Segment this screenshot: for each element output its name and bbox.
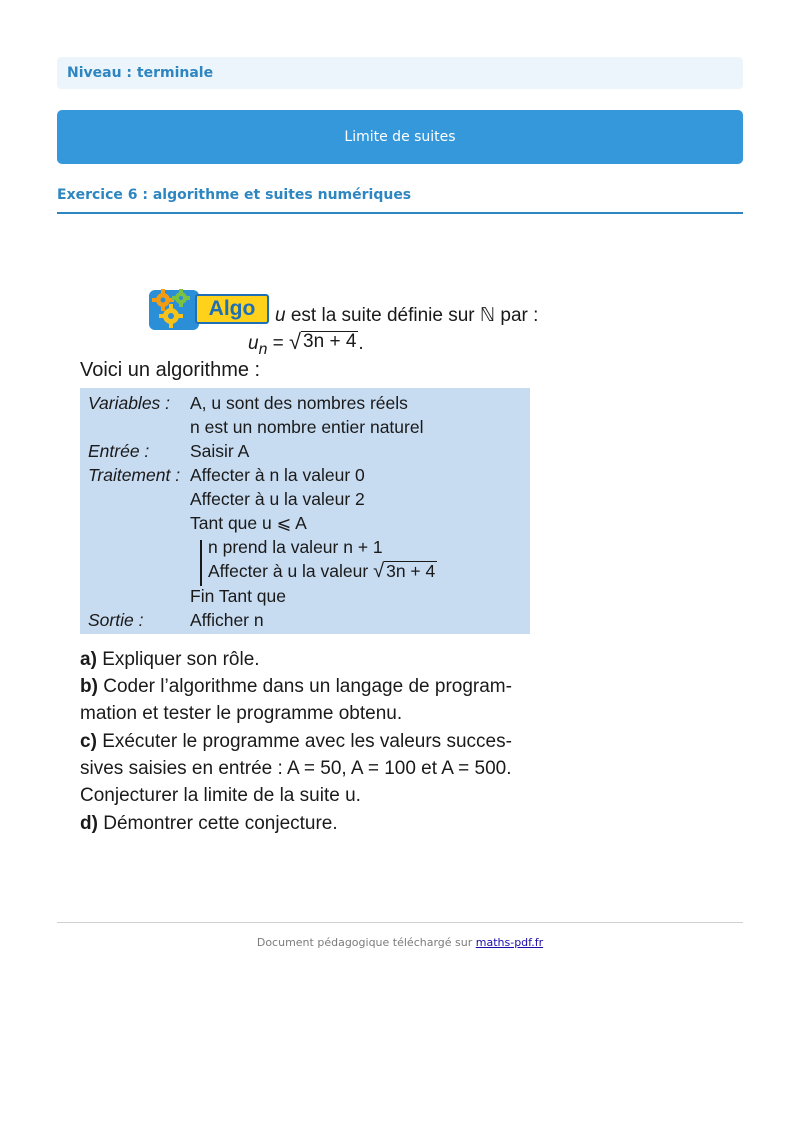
sequence-definition bbox=[275, 304, 538, 327]
sequence-definition-text: est la suite définie sur ℕ par : bbox=[285, 305, 539, 326]
footer-text: Document pédagogique téléchargé sur bbox=[256, 936, 476, 949]
chapter-title: Limite de suites bbox=[344, 129, 456, 145]
algo-badge bbox=[145, 284, 271, 332]
question-c-label: c) bbox=[80, 731, 97, 752]
formula-lhs: u bbox=[248, 333, 259, 354]
question-c-line-1: Exécuter le programme avec les valeurs succes- bbox=[102, 731, 512, 752]
question-c-line-3: Conjecturer la limite de la suite u. bbox=[80, 785, 361, 806]
formula-index: n bbox=[258, 340, 268, 358]
square-root-icon: √ 3n + 4 bbox=[373, 560, 436, 582]
process-step-1: Affecter à n la valeur 0 bbox=[190, 465, 365, 485]
output-line: Afficher n bbox=[190, 610, 264, 630]
question-c bbox=[80, 731, 512, 753]
formula-radicand: 3n + 4 bbox=[303, 331, 357, 352]
question-d-text: Démontrer cette conjecture. bbox=[103, 813, 338, 834]
loop-body-bar bbox=[200, 540, 202, 586]
variables-line-2: n est un nombre entier naturel bbox=[190, 417, 424, 437]
input-label: Entrée : bbox=[88, 441, 150, 461]
level-banner bbox=[57, 57, 743, 89]
algorithm-intro: Voici un algorithme : bbox=[80, 359, 261, 381]
question-b-line-2: mation et tester le programme obtenu. bbox=[80, 703, 403, 724]
algorithm-box bbox=[80, 388, 530, 634]
process-step-2: Affecter à u la valeur 2 bbox=[190, 489, 365, 509]
question-d-label: d) bbox=[80, 813, 98, 834]
exercise-title: Exercice 6 : algorithme et suites numériques bbox=[57, 187, 412, 203]
formula-end: . bbox=[358, 333, 364, 354]
chapter-title-bar bbox=[57, 110, 743, 164]
algo-badge-label: Algo bbox=[195, 294, 269, 324]
process-step-3: Tant que u ⩽ A bbox=[190, 513, 307, 533]
question-b bbox=[80, 676, 512, 698]
process-label: Traitement : bbox=[88, 465, 181, 485]
formula-equals: = bbox=[267, 333, 290, 354]
page-footer bbox=[57, 922, 743, 949]
sequence-formula bbox=[248, 331, 364, 359]
question-b-label: b) bbox=[80, 676, 98, 697]
footer-link[interactable]: maths-pdf.fr bbox=[475, 936, 544, 949]
exercise-heading bbox=[57, 186, 743, 214]
sequence-variable: u bbox=[275, 305, 286, 326]
loop-step-2-radicand: 3n + 4 bbox=[386, 561, 436, 581]
variables-line-1: A, u sont des nombres réels bbox=[190, 393, 408, 413]
output-label: Sortie : bbox=[88, 610, 144, 630]
question-a bbox=[80, 649, 260, 671]
question-a-label: a) bbox=[80, 649, 97, 670]
level-text: Niveau : terminale bbox=[67, 65, 214, 81]
question-c-line-2: sives saisies en entrée : A = 50, A = 100 et A = 500. bbox=[80, 758, 512, 779]
square-root-icon: √ 3n + 4 bbox=[289, 329, 357, 354]
question-b-line-1: Coder l’algorithme dans un langage de program- bbox=[103, 676, 512, 697]
question-d bbox=[80, 813, 338, 835]
variables-label: Variables : bbox=[88, 393, 171, 413]
loop-step-1: n prend la valeur n + 1 bbox=[208, 537, 383, 557]
loop-step-2: Affecter à u la valeur bbox=[208, 561, 369, 581]
question-a-text: Expliquer son rôle. bbox=[102, 649, 260, 670]
process-step-end: Fin Tant que bbox=[190, 586, 286, 606]
input-line: Saisir A bbox=[190, 441, 250, 461]
exercise-image bbox=[80, 280, 540, 850]
